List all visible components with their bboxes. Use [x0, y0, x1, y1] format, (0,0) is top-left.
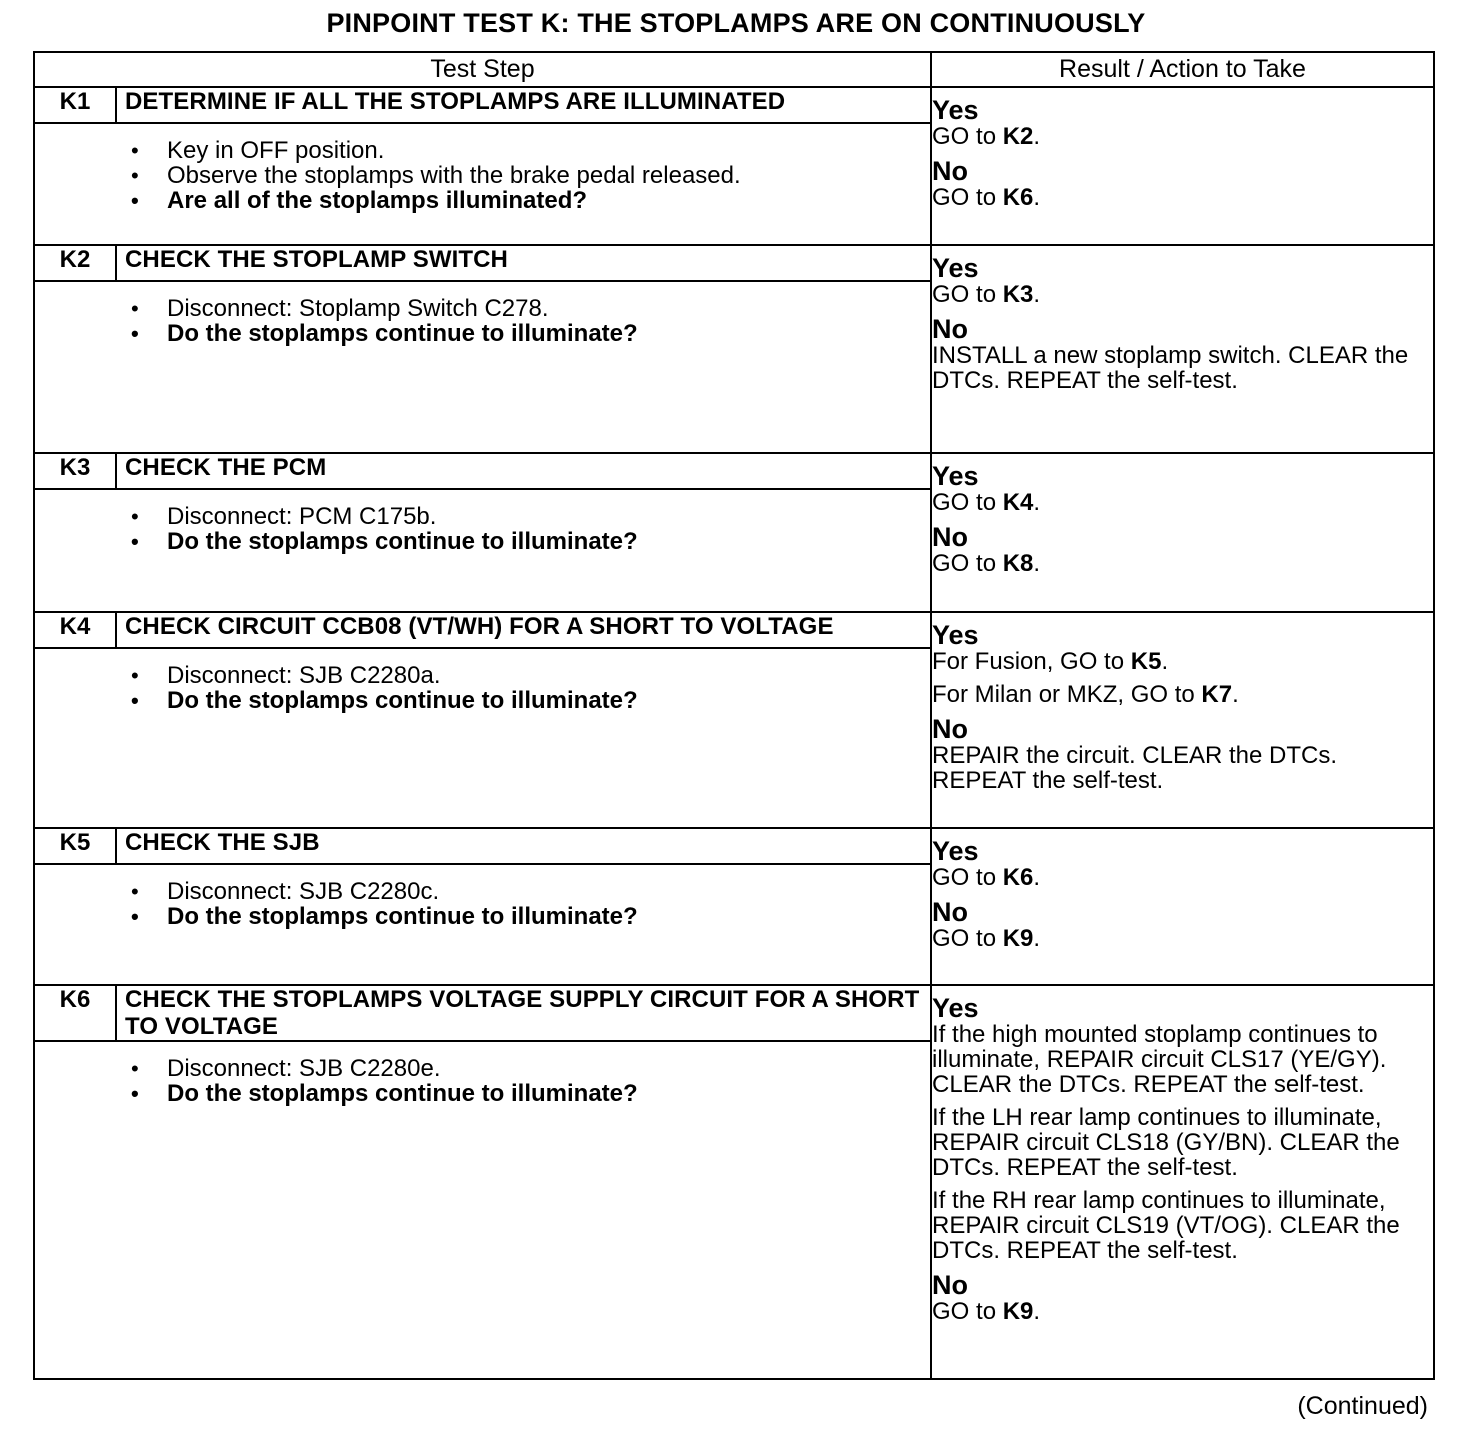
- step-title-row: [34, 87, 1434, 123]
- instruction-item: • Disconnect: SJB C2280e.: [35, 1056, 930, 1081]
- yes-action-end: .: [1033, 864, 1041, 891]
- yes-action-text: GO to: [932, 489, 1003, 516]
- table-body: [34, 87, 1434, 1379]
- no-action-text: GO to: [932, 550, 1003, 577]
- step-title: CHECK THE STOPLAMP SWITCH: [116, 245, 931, 281]
- step-id: K4: [34, 612, 116, 648]
- no-label: No: [932, 522, 969, 552]
- instruction-item: • Disconnect: SJB C2280c.: [35, 879, 930, 904]
- yes-action-end: .: [1033, 281, 1041, 308]
- instruction-list: [35, 296, 930, 346]
- result-cell: [931, 87, 1434, 245]
- yes-action-text: If the RH rear lamp continues to illuminate, REPAIR circuit CLS19 (VT/OG). CLEAR the DTCs. REPEAT the self-test.: [932, 1187, 1400, 1264]
- step-title: CHECK CIRCUIT CCB08 (VT/WH) FOR A SHORT TO VOLTAGE: [116, 612, 931, 648]
- yes-label: Yes: [932, 993, 979, 1023]
- yes-action: [932, 649, 1433, 674]
- step-instructions: [34, 648, 931, 828]
- result-cell: [931, 245, 1434, 453]
- no-label: No: [932, 156, 969, 186]
- no-action-end: .: [1033, 550, 1041, 577]
- continued-note: (Continued): [1297, 1392, 1428, 1420]
- instruction-list: [35, 138, 930, 213]
- no-goto-ref: K6: [1002, 184, 1034, 211]
- question-item: • Do the stoplamps continue to illuminate?: [35, 321, 930, 346]
- no-action-end: .: [1033, 1298, 1041, 1325]
- yes-action: [932, 865, 1433, 890]
- step-title-row: [34, 828, 1434, 864]
- step-title-row: [34, 985, 1434, 1041]
- yes-action: [932, 490, 1433, 515]
- yes-action-text: GO to: [932, 123, 1003, 150]
- yes-action: [932, 282, 1433, 307]
- result-cell: [931, 828, 1434, 985]
- question-item: • Do the stoplamps continue to illuminate?: [35, 529, 930, 554]
- step-title: CHECK THE SJB: [116, 828, 931, 864]
- instruction-item: • Observe the stoplamps with the brake pedal released.: [35, 163, 930, 188]
- no-action-end: .: [1033, 184, 1041, 211]
- yes-action-end: .: [1232, 681, 1239, 708]
- yes-goto-ref: K5: [1130, 648, 1162, 675]
- yes-label: Yes: [932, 461, 979, 491]
- step-id: K2: [34, 245, 116, 281]
- step-instructions: [34, 281, 931, 453]
- result-cell: [931, 612, 1434, 828]
- no-action: [932, 743, 1433, 793]
- yes-goto-ref: K3: [1002, 281, 1034, 308]
- step-title-row: [34, 453, 1434, 489]
- no-action-text: GO to: [932, 184, 1003, 211]
- question-item: • Do the stoplamps continue to illuminate?: [35, 688, 930, 713]
- yes-goto-ref: K6: [1002, 864, 1034, 891]
- no-action: [932, 551, 1433, 576]
- no-action-end: .: [1033, 925, 1041, 952]
- yes-action-text: GO to: [932, 864, 1003, 891]
- yes-action: [932, 1188, 1433, 1263]
- no-label: No: [932, 314, 969, 344]
- yes-action-end: .: [1033, 489, 1041, 516]
- no-action: [932, 185, 1433, 210]
- no-action-text: INSTALL a new stoplamp switch. CLEAR the DTCs. REPEAT the self-test.: [932, 342, 1409, 394]
- question-item: • Do the stoplamps continue to illuminate?: [35, 904, 930, 929]
- yes-action-text: If the high mounted stoplamp continues to illuminate, REPAIR circuit CLS17 (YE/GY). CLEAR the DTCs. REPEAT the self-test.: [932, 1021, 1387, 1098]
- yes-action-text: For Fusion, GO to: [932, 648, 1131, 675]
- no-action: [932, 343, 1433, 393]
- result-cell: [931, 453, 1434, 612]
- step-title: CHECK THE STOPLAMPS VOLTAGE SUPPLY CIRCUIT FOR A SHORT TO VOLTAGE: [116, 985, 931, 1041]
- yes-label: Yes: [932, 620, 979, 650]
- step-instructions: [34, 489, 931, 612]
- instruction-item: • Key in OFF position.: [35, 138, 930, 163]
- no-goto-ref: K9: [1002, 1298, 1034, 1325]
- yes-action-end: .: [1033, 123, 1041, 150]
- instruction-list: [35, 1056, 930, 1106]
- instruction-item: • Disconnect: Stoplamp Switch C278.: [35, 296, 930, 321]
- header-result: Result / Action to Take: [931, 52, 1434, 87]
- yes-label: Yes: [932, 836, 979, 866]
- yes-action-end: .: [1161, 648, 1169, 675]
- step-id: K3: [34, 453, 116, 489]
- result-cell: [931, 985, 1434, 1379]
- instruction-list: [35, 504, 930, 554]
- yes-action-text: If the LH rear lamp continues to illuminate, REPAIR circuit CLS18 (GY/BN). CLEAR the DTCs. REPEAT the self-test.: [932, 1104, 1400, 1181]
- step-instructions: [34, 1041, 931, 1379]
- page-title: PINPOINT TEST K: THE STOPLAMPS ARE ON CONTINUOUSLY: [326, 8, 1146, 38]
- yes-label: Yes: [932, 253, 979, 283]
- no-action-text: GO to: [932, 1298, 1003, 1325]
- yes-goto-ref: K4: [1002, 489, 1034, 516]
- header-test-step: Test Step: [34, 52, 931, 87]
- yes-action-text: GO to: [932, 281, 1003, 308]
- yes-action: [932, 124, 1433, 149]
- yes-goto-ref: K2: [1002, 123, 1034, 150]
- yes-label: Yes: [932, 95, 979, 125]
- step-id: K6: [34, 985, 116, 1041]
- no-action-text: GO to: [932, 925, 1003, 952]
- no-label: No: [932, 1270, 969, 1300]
- no-action: [932, 926, 1433, 951]
- step-title-row: [34, 245, 1434, 281]
- no-action-text: REPAIR the circuit. CLEAR the DTCs. REPEAT the self-test.: [932, 742, 1338, 794]
- instruction-list: [35, 879, 930, 929]
- instruction-item: • Disconnect: PCM C175b.: [35, 504, 930, 529]
- step-title-row: [34, 612, 1434, 648]
- pinpoint-test-table: [33, 51, 1435, 1380]
- step-id: K5: [34, 828, 116, 864]
- instruction-item: • Disconnect: SJB C2280a.: [35, 663, 930, 688]
- no-label: No: [932, 897, 969, 927]
- question-item: • Are all of the stoplamps illuminated?: [35, 188, 930, 213]
- table-header-row: [34, 52, 1434, 87]
- question-item: • Do the stoplamps continue to illuminate?: [35, 1081, 930, 1106]
- yes-action: [932, 1105, 1433, 1180]
- no-action: [932, 1299, 1433, 1324]
- yes-action-text: For Milan or MKZ, GO to: [932, 681, 1202, 708]
- no-label: No: [932, 714, 969, 744]
- yes-action: [932, 682, 1433, 707]
- step-instructions: [34, 864, 931, 985]
- yes-goto-ref: K7: [1201, 681, 1233, 708]
- instruction-list: [35, 663, 930, 713]
- step-instructions: [34, 123, 931, 245]
- step-title: DETERMINE IF ALL THE STOPLAMPS ARE ILLUMINATED: [116, 87, 931, 123]
- no-goto-ref: K8: [1002, 550, 1034, 577]
- step-id: K1: [34, 87, 116, 123]
- step-title: CHECK THE PCM: [116, 453, 931, 489]
- no-goto-ref: K9: [1002, 925, 1034, 952]
- yes-action: [932, 1022, 1433, 1097]
